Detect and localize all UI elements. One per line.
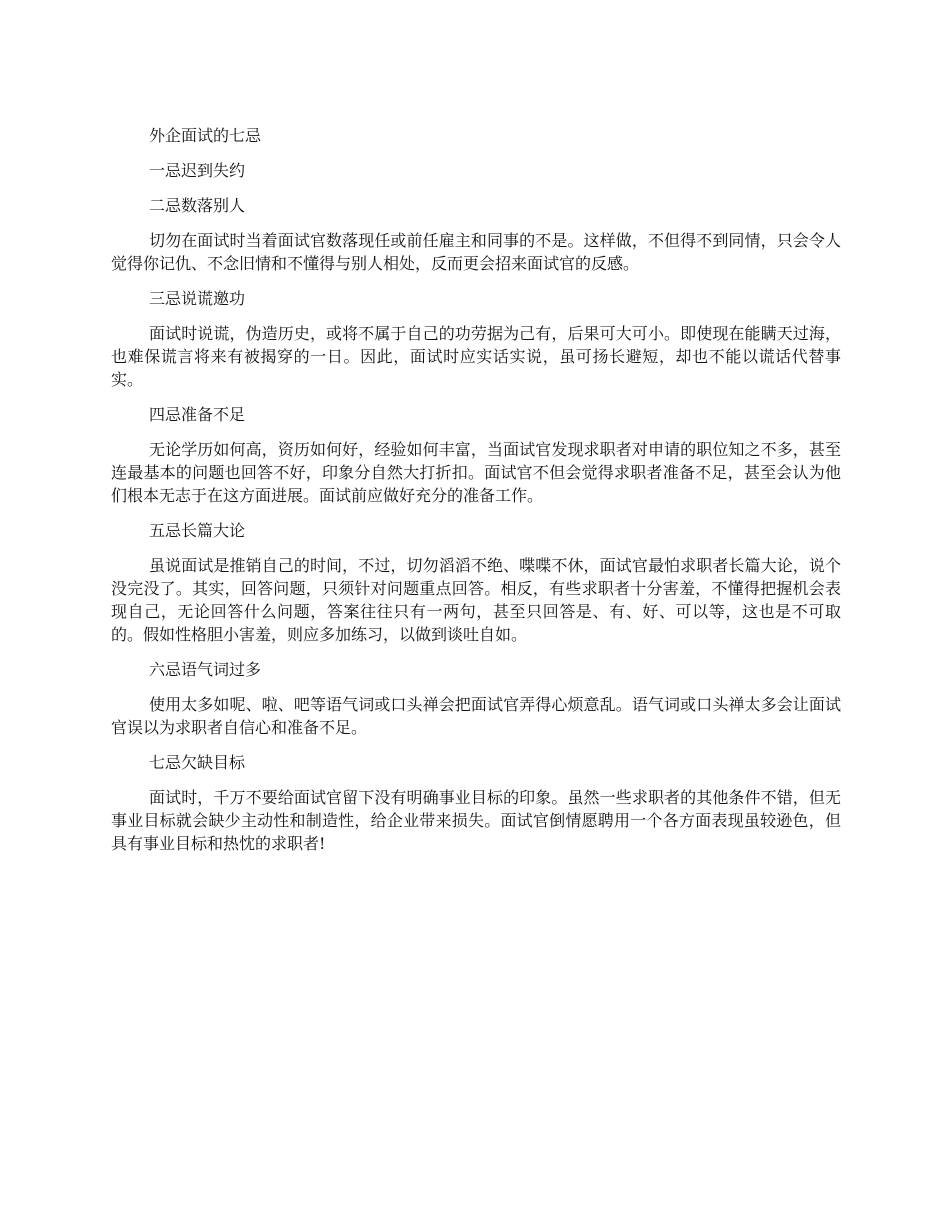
document-title: 外企面试的七忌 — [149, 126, 262, 145]
section-heading-1: 一忌迟到失约 — [149, 161, 246, 180]
section-heading-3: 三忌说谎邀功 — [149, 289, 246, 308]
section-body-2: 切勿在面试时当着面试官数落现任或前任雇主和同事的不是。这样做，不但得不到同情，只会令人觉得你记仇、不念旧情和不懂得与别人相处，反而更会招来面试官的反感。 — [111, 231, 841, 273]
document-page — [111, 124, 841, 867]
section-body-6: 使用太多如呢、啦、吧等语气词或口头禅会把面试官弄得心烦意乱。语气词或口头禅太多会让面试官误以为求职者自信心和准备不足。 — [111, 695, 841, 737]
section-heading-4: 四忌准备不足 — [149, 405, 246, 424]
section-heading-7: 七忌欠缺目标 — [149, 753, 246, 772]
section-heading-6: 六忌语气词过多 — [149, 660, 262, 679]
section-body-4: 无论学历如何高，资历如何好，经验如何丰富，当面试官发现求职者对申请的职位知之不多，甚至连最基本的问题也回答不好，印象分自然大打折扣。面试官不但会觉得求职者准备不足，甚至会认为他们根本无志于在这方面进展。面试前应做好充分的准备工作。 — [111, 440, 841, 505]
section-body-3: 面试时说谎，伪造历史，或将不属于自己的功劳据为己有，后果可大可小。即使现在能瞒天过海，也难保谎言将来有被揭穿的一日。因此，面试时应实话实说，虽可扬长避短，却也不能以谎话代替事实。 — [111, 324, 841, 389]
section-body-7: 面试时，千万不要给面试官留下没有明确事业目标的印象。虽然一些求职者的其他条件不错，但无事业目标就会缺少主动性和制造性，给企业带来损失。面试官倒情愿聘用一个各方面表现虽较逊色，但具有事业目标和热忱的求职者! — [111, 788, 841, 853]
section-body-5: 虽说面试是推销自己的时间，不过，切勿滔滔不绝、喋喋不休，面试官最怕求职者长篇大论，说个没完没了。其实，回答问题，只须针对问题重点回答。相反，有些求职者十分害羞，不懂得把握机会表现自己，无论回答什么问题，答案往往只有一两句，甚至只回答是、有、好、可以等，这也是不可取的。假如性格胆小害羞，则应多加练习，以做到谈吐自如。 — [111, 556, 841, 644]
section-heading-2: 二忌数落别人 — [149, 196, 246, 215]
section-heading-5: 五忌长篇大论 — [149, 521, 246, 540]
